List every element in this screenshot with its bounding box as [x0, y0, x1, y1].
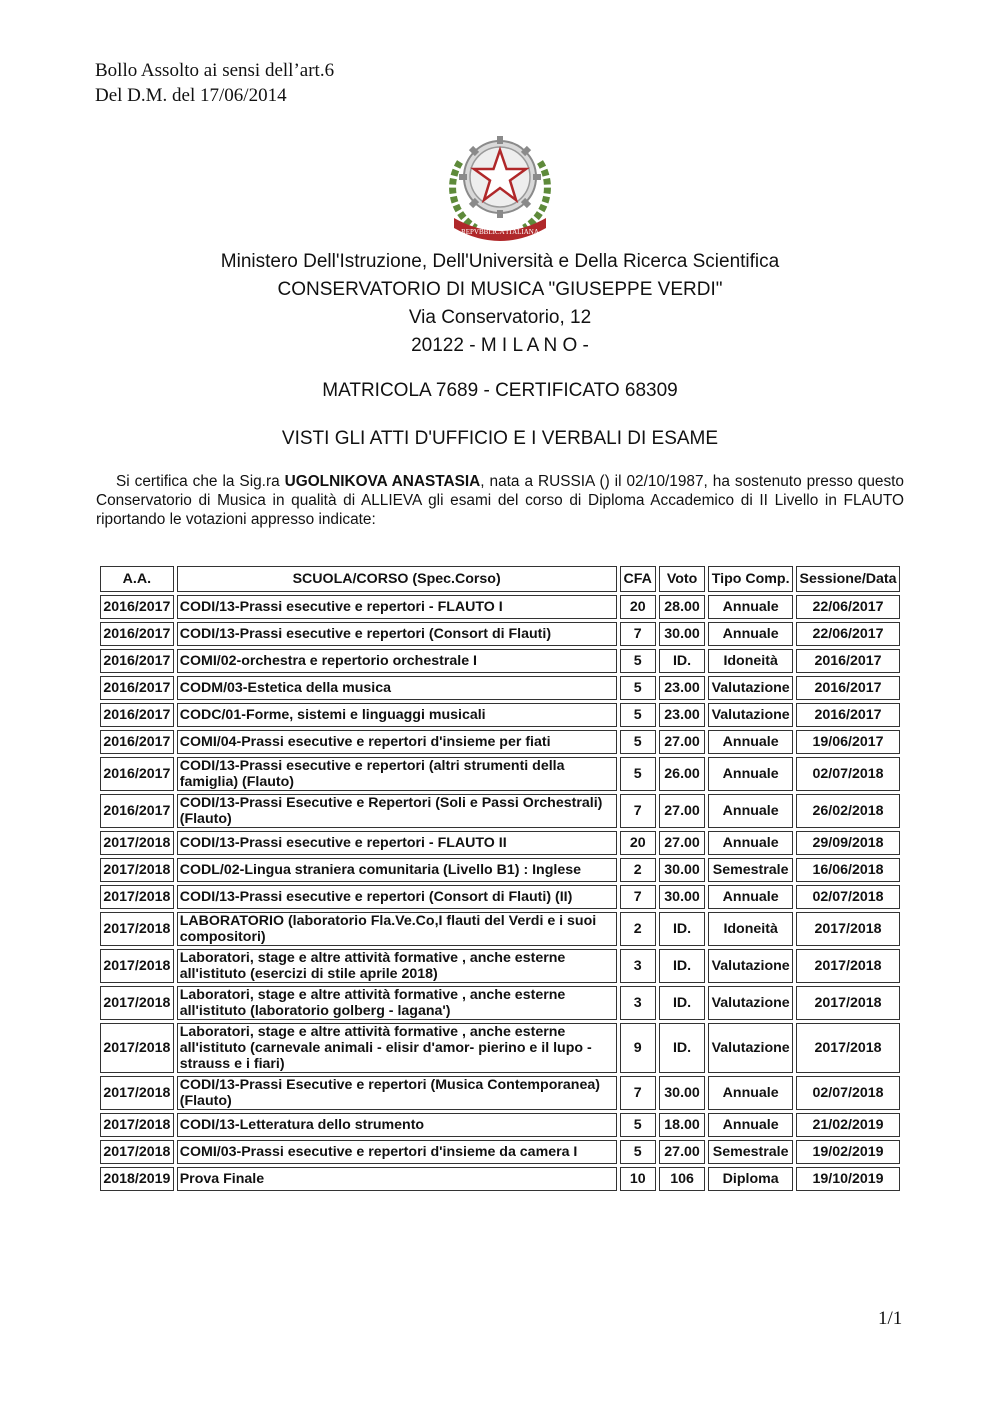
cell-session: 2017/2018	[796, 986, 900, 1020]
cell-course: CODL/02-Lingua straniera comunitaria (Livello B1) : Inglese	[177, 858, 617, 882]
cell-course: Laboratori, stage e altre attività formative , anche esterne all'istituto (esercizi di stile aprile 2018)	[177, 949, 617, 983]
cell-aa: 2018/2019	[100, 1167, 174, 1191]
cell-type: Annuale	[708, 622, 793, 646]
cell-cfa: 7	[620, 794, 656, 828]
table-row	[100, 986, 900, 1020]
table-row	[100, 794, 900, 828]
certification-paragraph	[96, 472, 904, 529]
cell-grade: 106	[659, 1167, 705, 1191]
header-session: Sessione/Data	[796, 566, 900, 592]
cell-aa: 2016/2017	[100, 595, 174, 619]
cell-cfa: 5	[620, 730, 656, 754]
cell-grade: ID.	[659, 1023, 705, 1073]
cell-type: Annuale	[708, 595, 793, 619]
header-grade: Voto	[659, 566, 705, 592]
cell-grade: 30.00	[659, 885, 705, 909]
table-row	[100, 730, 900, 754]
cell-aa: 2017/2018	[100, 1023, 174, 1073]
cell-type: Valutazione	[708, 703, 793, 727]
cell-grade: ID.	[659, 649, 705, 673]
cell-course: COMI/02-orchestra e repertorio orchestrale I	[177, 649, 617, 673]
emblem-ribbon-text: REPVBBLICA ITALIANA	[461, 228, 539, 236]
table-row	[100, 595, 900, 619]
cell-session: 2017/2018	[796, 949, 900, 983]
table-row	[100, 676, 900, 700]
table-row	[100, 622, 900, 646]
cell-cfa: 20	[620, 831, 656, 855]
institution-name: CONSERVATORIO DI MUSICA "GIUSEPPE VERDI"	[277, 279, 723, 300]
cell-course: CODI/13-Prassi esecutive e repertori (Consort di Flauti) (II)	[177, 885, 617, 909]
cell-grade: 27.00	[659, 730, 705, 754]
cell-aa: 2017/2018	[100, 986, 174, 1020]
table-row	[100, 649, 900, 673]
institution-city: 20122 - M I L A N O -	[411, 335, 589, 356]
cell-grade: 28.00	[659, 595, 705, 619]
cell-type: Idoneità	[708, 649, 793, 673]
cell-type: Semestrale	[708, 1140, 793, 1164]
emblem-italian-republic	[440, 122, 560, 244]
cell-grade: ID.	[659, 949, 705, 983]
cell-cfa: 3	[620, 986, 656, 1020]
cell-cfa: 5	[620, 1140, 656, 1164]
cell-cfa: 5	[620, 676, 656, 700]
cell-session: 29/09/2018	[796, 831, 900, 855]
cell-course: CODI/13-Prassi esecutive e repertori - FLAUTO II	[177, 831, 617, 855]
table-row	[100, 831, 900, 855]
cell-aa: 2017/2018	[100, 831, 174, 855]
header-cfa: CFA	[620, 566, 656, 592]
table-row	[100, 858, 900, 882]
cell-aa: 2016/2017	[100, 703, 174, 727]
cell-course: Prova Finale	[177, 1167, 617, 1191]
cell-session: 2017/2018	[796, 912, 900, 946]
ministry-name: Ministero Dell'Istruzione, Dell'Università e Della Ricerca Scientifica	[220, 251, 780, 272]
cell-course: CODI/13-Prassi esecutive e repertori (Consort di Flauti)	[177, 622, 617, 646]
cell-aa: 2016/2017	[100, 730, 174, 754]
cell-grade: ID.	[659, 986, 705, 1020]
exam-grades-table	[97, 563, 903, 1194]
cell-grade: 30.00	[659, 622, 705, 646]
cell-cfa: 5	[620, 1113, 656, 1137]
cell-session: 02/07/2018	[796, 757, 900, 791]
table-row	[100, 885, 900, 909]
cell-cfa: 5	[620, 757, 656, 791]
cell-course: CODI/13-Prassi Esecutive e repertori (Musica Contemporanea) (Flauto)	[177, 1076, 617, 1110]
matricola-certificate: MATRICOLA 7689 - CERTIFICATO 68309	[322, 380, 678, 401]
intro-part-1: Si certifica che la Sig.ra	[116, 473, 285, 490]
cell-grade: 23.00	[659, 703, 705, 727]
cell-cfa: 2	[620, 858, 656, 882]
cell-grade: 30.00	[659, 1076, 705, 1110]
cell-cfa: 7	[620, 1076, 656, 1110]
cell-course: CODI/13-Prassi esecutive e repertori (altri strumenti della famiglia) (Flauto)	[177, 757, 617, 791]
cell-course: LABORATORIO (laboratorio Fla.Ve.Co,I flauti del Verdi e i suoi compositori)	[177, 912, 617, 946]
cell-cfa: 20	[620, 595, 656, 619]
cell-type: Annuale	[708, 1113, 793, 1137]
cell-grade: 27.00	[659, 1140, 705, 1164]
student-name: UGOLNIKOVA ANASTASIA	[284, 473, 481, 490]
cell-session: 02/07/2018	[796, 1076, 900, 1110]
cell-aa: 2017/2018	[100, 1113, 174, 1137]
cell-aa: 2017/2018	[100, 912, 174, 946]
cell-course: CODM/03-Estetica della musica	[177, 676, 617, 700]
cell-type: Semestrale	[708, 858, 793, 882]
stamp-note	[95, 58, 334, 108]
cell-course: CODI/13-Prassi Esecutive e Repertori (Soli e Passi Orchestrali) (Flauto)	[177, 794, 617, 828]
cell-grade: 30.00	[659, 858, 705, 882]
table-row	[100, 703, 900, 727]
table-row	[100, 1076, 900, 1110]
cell-cfa: 3	[620, 949, 656, 983]
cell-grade: 23.00	[659, 676, 705, 700]
stamp-line-2: Del D.M. del 17/06/2014	[95, 85, 287, 106]
table-row	[100, 1113, 900, 1137]
cell-aa: 2016/2017	[100, 622, 174, 646]
cell-session: 19/10/2019	[796, 1167, 900, 1191]
visti-statement: VISTI GLI ATTI D'UFFICIO E I VERBALI DI ESAME	[281, 428, 719, 449]
header-type: Tipo Comp.	[708, 566, 793, 592]
cell-course: CODC/01-Forme, sistemi e linguaggi musicali	[177, 703, 617, 727]
cell-aa: 2017/2018	[100, 1076, 174, 1110]
cell-session: 19/06/2017	[796, 730, 900, 754]
cell-grade: 27.00	[659, 794, 705, 828]
cell-course: CODI/13-Letteratura dello strumento	[177, 1113, 617, 1137]
table-row	[100, 1140, 900, 1164]
cell-type: Annuale	[708, 794, 793, 828]
header-course: SCUOLA/CORSO (Spec.Corso)	[177, 566, 617, 592]
cell-type: Valutazione	[708, 949, 793, 983]
cell-type: Annuale	[708, 730, 793, 754]
cell-course: COMI/04-Prassi esecutive e repertori d'insieme per fiati	[177, 730, 617, 754]
cell-aa: 2016/2017	[100, 676, 174, 700]
cell-aa: 2016/2017	[100, 757, 174, 791]
header-aa: A.A.	[100, 566, 174, 592]
institution-address: Via Conservatorio, 12	[408, 307, 592, 328]
cell-aa: 2017/2018	[100, 1140, 174, 1164]
cell-session: 02/07/2018	[796, 885, 900, 909]
cell-grade: 26.00	[659, 757, 705, 791]
cell-type: Annuale	[708, 1076, 793, 1110]
cell-course: Laboratori, stage e altre attività formative , anche esterne all'istituto (carnevale animali - elisir d'amor- pierino e il lupo - strauss e i fiari)	[177, 1023, 617, 1073]
cell-type: Annuale	[708, 831, 793, 855]
cell-type: Valutazione	[708, 986, 793, 1020]
cell-session: 21/02/2019	[796, 1113, 900, 1137]
cell-cfa: 7	[620, 885, 656, 909]
cell-session: 2016/2017	[796, 649, 900, 673]
cell-cfa: 7	[620, 622, 656, 646]
cell-session: 22/06/2017	[796, 622, 900, 646]
cell-type: Diploma	[708, 1167, 793, 1191]
table-row	[100, 912, 900, 946]
cell-session: 2017/2018	[796, 1023, 900, 1073]
cell-aa: 2017/2018	[100, 949, 174, 983]
page-number: 1/1	[878, 1308, 903, 1329]
cell-course: Laboratori, stage e altre attività formative , anche esterne all'istituto (laboratorio golberg - lagana')	[177, 986, 617, 1020]
cell-aa: 2016/2017	[100, 794, 174, 828]
cell-cfa: 5	[620, 649, 656, 673]
table-header-row	[100, 566, 900, 592]
cell-aa: 2017/2018	[100, 885, 174, 909]
cell-type: Annuale	[708, 885, 793, 909]
cell-type: Valutazione	[708, 1023, 793, 1073]
table-row	[100, 757, 900, 791]
cell-session: 19/02/2019	[796, 1140, 900, 1164]
cell-session: 22/06/2017	[796, 595, 900, 619]
cell-cfa: 2	[620, 912, 656, 946]
cell-cfa: 9	[620, 1023, 656, 1073]
cell-grade: 18.00	[659, 1113, 705, 1137]
cell-course: CODI/13-Prassi esecutive e repertori - FLAUTO I	[177, 595, 617, 619]
table-row	[100, 1167, 900, 1191]
table-row	[100, 1023, 900, 1073]
cell-grade: 27.00	[659, 831, 705, 855]
cell-session: 16/06/2018	[796, 858, 900, 882]
cell-course: COMI/03-Prassi esecutive e repertori d'insieme da camera I	[177, 1140, 617, 1164]
cell-type: Annuale	[708, 757, 793, 791]
cell-cfa: 5	[620, 703, 656, 727]
cell-grade: ID.	[659, 912, 705, 946]
cell-session: 26/02/2018	[796, 794, 900, 828]
intro-part-2: , nata a RUSSIA () il 02/10/1987, ha sostenuto presso questo Conservatorio di Musica in qualità di ALLIEVA gli esami del corso di Diploma Accademico di II Livello in FLAUTO riportando le votazioni appresso indicate:	[96, 473, 904, 528]
cell-type: Valutazione	[708, 676, 793, 700]
cell-session: 2016/2017	[796, 676, 900, 700]
stamp-line-1: Bollo Assolto ai sensi dell’art.6	[95, 60, 335, 81]
cell-aa: 2016/2017	[100, 649, 174, 673]
cell-session: 2016/2017	[796, 703, 900, 727]
table-row	[100, 949, 900, 983]
cell-cfa: 10	[620, 1167, 656, 1191]
cell-type: Idoneità	[708, 912, 793, 946]
cell-aa: 2017/2018	[100, 858, 174, 882]
